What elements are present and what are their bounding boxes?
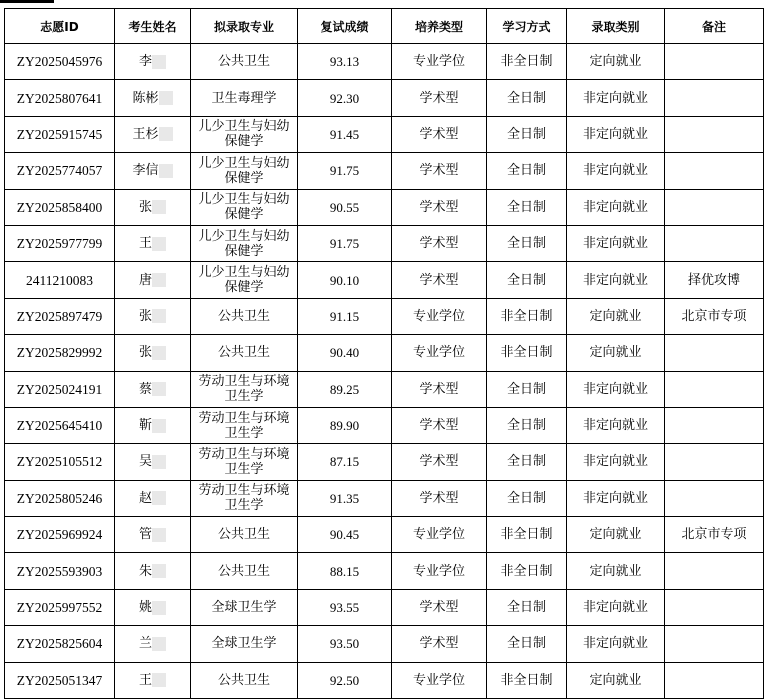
cell-admission-category: 定向就业 <box>567 44 665 80</box>
cell-retest-score: 90.40 <box>298 335 392 371</box>
cell-retest-score: 91.15 <box>298 298 392 334</box>
cell-major: 公共卫生 <box>191 517 298 553</box>
cell-remarks: 择优攻博 <box>665 262 764 298</box>
cell-admission-category: 非定向就业 <box>567 80 665 116</box>
cell-major: 劳动卫生与环境卫生学 <box>191 407 298 443</box>
cell-admission-category: 非定向就业 <box>567 225 665 261</box>
candidate-name-text: 王杉 <box>132 126 159 142</box>
candidate-name-text: 蔡 <box>138 381 152 397</box>
name-redaction-mask <box>152 491 166 505</box>
header-cell-score: 复试成绩 <box>298 9 392 44</box>
cell-retest-score: 90.10 <box>298 262 392 298</box>
cell-study-mode: 全日制 <box>487 480 567 516</box>
cell-admission-category: 非定向就业 <box>567 153 665 189</box>
cell-training-type: 学术型 <box>392 407 487 443</box>
cell-admission-category: 非定向就业 <box>567 589 665 625</box>
cell-remarks <box>665 189 764 225</box>
cell-applicant-id: ZY2025825604 <box>5 626 115 662</box>
cell-applicant-id: ZY2025051347 <box>5 662 115 698</box>
name-redaction-mask <box>152 601 166 615</box>
cell-candidate-name <box>115 662 191 698</box>
cell-training-type: 学术型 <box>392 589 487 625</box>
cell-training-type: 学术型 <box>392 262 487 298</box>
cell-retest-score: 93.13 <box>298 44 392 80</box>
cell-retest-score: 89.90 <box>298 407 392 443</box>
candidate-name-text: 王 <box>138 236 152 252</box>
cell-candidate-name <box>115 262 191 298</box>
header-cell-id: 志愿ID <box>5 9 115 44</box>
candidate-name-text: 姚 <box>138 600 152 616</box>
header-cell-remarks: 备注 <box>665 9 764 44</box>
cell-retest-score: 90.45 <box>298 517 392 553</box>
cell-candidate-name <box>115 298 191 334</box>
table-row <box>5 44 764 80</box>
cell-remarks <box>665 553 764 589</box>
cell-major: 劳动卫生与环境卫生学 <box>191 444 298 480</box>
cell-remarks <box>665 44 764 80</box>
cell-admission-category: 定向就业 <box>567 553 665 589</box>
cell-training-type: 学术型 <box>392 116 487 152</box>
cell-study-mode: 全日制 <box>487 189 567 225</box>
cell-training-type: 学术型 <box>392 444 487 480</box>
cell-study-mode: 全日制 <box>487 589 567 625</box>
name-redaction-mask <box>152 382 166 396</box>
cell-candidate-name <box>115 44 191 80</box>
table-row <box>5 116 764 152</box>
candidate-name-text: 管 <box>138 527 152 543</box>
cell-retest-score: 91.35 <box>298 480 392 516</box>
table-row <box>5 407 764 443</box>
cell-remarks <box>665 80 764 116</box>
cell-admission-category: 非定向就业 <box>567 189 665 225</box>
cell-candidate-name <box>115 371 191 407</box>
candidate-name-text: 兰 <box>138 636 152 652</box>
cell-training-type: 专业学位 <box>392 553 487 589</box>
cell-retest-score: 88.15 <box>298 553 392 589</box>
cell-retest-score: 92.50 <box>298 662 392 698</box>
name-redaction-mask <box>152 637 166 651</box>
cell-remarks: 北京市专项 <box>665 517 764 553</box>
cell-remarks <box>665 662 764 698</box>
cell-candidate-name <box>115 407 191 443</box>
table-row <box>5 262 764 298</box>
cell-candidate-name <box>115 189 191 225</box>
name-redaction-mask <box>152 309 166 323</box>
cell-retest-score: 92.30 <box>298 80 392 116</box>
cell-admission-category: 非定向就业 <box>567 262 665 298</box>
cell-major: 卫生毒理学 <box>191 80 298 116</box>
table-row <box>5 80 764 116</box>
candidate-name-text: 朱 <box>138 563 152 579</box>
cell-remarks <box>665 444 764 480</box>
table-row <box>5 589 764 625</box>
header-cell-major: 拟录取专业 <box>191 9 298 44</box>
cell-training-type: 学术型 <box>392 225 487 261</box>
cell-candidate-name <box>115 116 191 152</box>
cell-training-type: 学术型 <box>392 153 487 189</box>
cell-applicant-id: ZY2025645410 <box>5 407 115 443</box>
name-redaction-mask <box>152 237 166 251</box>
table-row <box>5 517 764 553</box>
name-redaction-mask <box>159 91 173 105</box>
cell-admission-category: 定向就业 <box>567 662 665 698</box>
cell-admission-category: 定向就业 <box>567 298 665 334</box>
cell-study-mode: 全日制 <box>487 371 567 407</box>
cell-training-type: 专业学位 <box>392 335 487 371</box>
header-cell-training-type: 培养类型 <box>392 9 487 44</box>
name-redaction-mask <box>159 164 173 178</box>
table-row <box>5 371 764 407</box>
cell-training-type: 专业学位 <box>392 298 487 334</box>
cell-applicant-id: ZY2025997552 <box>5 589 115 625</box>
cell-study-mode: 非全日制 <box>487 517 567 553</box>
cell-applicant-id: ZY2025593903 <box>5 553 115 589</box>
table-row <box>5 225 764 261</box>
header-cell-study-mode: 学习方式 <box>487 9 567 44</box>
header-cell-admission-category: 录取类别 <box>567 9 665 44</box>
name-redaction-mask <box>152 346 166 360</box>
cell-major: 公共卫生 <box>191 335 298 371</box>
cell-retest-score: 91.45 <box>298 116 392 152</box>
cell-study-mode: 全日制 <box>487 626 567 662</box>
cell-major: 公共卫生 <box>191 44 298 80</box>
cell-admission-category: 非定向就业 <box>567 116 665 152</box>
cell-applicant-id: ZY2025858400 <box>5 189 115 225</box>
cell-major: 公共卫生 <box>191 662 298 698</box>
name-redaction-mask <box>152 564 166 578</box>
cell-applicant-id: ZY2025807641 <box>5 80 115 116</box>
cell-study-mode: 非全日制 <box>487 44 567 80</box>
name-redaction-mask <box>152 528 166 542</box>
cell-admission-category: 非定向就业 <box>567 371 665 407</box>
cell-retest-score: 87.15 <box>298 444 392 480</box>
cell-remarks <box>665 371 764 407</box>
cell-training-type: 学术型 <box>392 80 487 116</box>
name-redaction-mask <box>152 673 166 687</box>
candidate-name-text: 唐 <box>138 272 152 288</box>
cell-study-mode: 全日制 <box>487 444 567 480</box>
cell-candidate-name <box>115 517 191 553</box>
cell-study-mode: 全日制 <box>487 80 567 116</box>
cell-training-type: 学术型 <box>392 626 487 662</box>
name-redaction-mask <box>152 455 166 469</box>
table-row <box>5 335 764 371</box>
table-row <box>5 444 764 480</box>
cell-study-mode: 全日制 <box>487 153 567 189</box>
cell-admission-category: 定向就业 <box>567 517 665 553</box>
cell-study-mode: 非全日制 <box>487 662 567 698</box>
table-row <box>5 298 764 334</box>
cell-admission-category: 非定向就业 <box>567 407 665 443</box>
cell-applicant-id: ZY2025829992 <box>5 335 115 371</box>
cell-study-mode: 全日制 <box>487 262 567 298</box>
cell-retest-score: 93.55 <box>298 589 392 625</box>
candidate-name-text: 张 <box>138 199 152 215</box>
cell-study-mode: 非全日制 <box>487 335 567 371</box>
name-redaction-mask <box>152 200 166 214</box>
cell-major: 公共卫生 <box>191 298 298 334</box>
cell-retest-score: 91.75 <box>298 153 392 189</box>
cell-admission-category: 定向就业 <box>567 335 665 371</box>
sheet-tab-marker <box>0 0 54 3</box>
cell-retest-score: 91.75 <box>298 225 392 261</box>
cell-applicant-id: ZY2025024191 <box>5 371 115 407</box>
cell-study-mode: 非全日制 <box>487 553 567 589</box>
name-redaction-mask <box>159 127 173 141</box>
cell-study-mode: 全日制 <box>487 225 567 261</box>
cell-remarks <box>665 480 764 516</box>
cell-study-mode: 全日制 <box>487 116 567 152</box>
cell-major: 全球卫生学 <box>191 589 298 625</box>
cell-training-type: 学术型 <box>392 480 487 516</box>
cell-remarks <box>665 589 764 625</box>
candidate-name-text: 赵 <box>138 490 152 506</box>
candidate-name-text: 陈彬 <box>132 90 159 106</box>
cell-training-type: 专业学位 <box>392 662 487 698</box>
cell-admission-category: 非定向就业 <box>567 626 665 662</box>
cell-major: 劳动卫生与环境卫生学 <box>191 480 298 516</box>
table-row <box>5 553 764 589</box>
candidate-name-text: 李 <box>138 54 152 70</box>
cell-candidate-name <box>115 444 191 480</box>
table-row <box>5 153 764 189</box>
cell-applicant-id: ZY2025969924 <box>5 517 115 553</box>
cell-major: 全球卫生学 <box>191 626 298 662</box>
cell-candidate-name <box>115 553 191 589</box>
cell-major: 儿少卫生与妇幼保健学 <box>191 153 298 189</box>
name-redaction-mask <box>152 419 166 433</box>
cell-study-mode: 全日制 <box>487 407 567 443</box>
cell-candidate-name <box>115 80 191 116</box>
cell-candidate-name <box>115 480 191 516</box>
cell-retest-score: 89.25 <box>298 371 392 407</box>
cell-remarks <box>665 407 764 443</box>
cell-major: 公共卫生 <box>191 553 298 589</box>
cell-major: 儿少卫生与妇幼保健学 <box>191 189 298 225</box>
cell-major: 儿少卫生与妇幼保健学 <box>191 225 298 261</box>
candidate-name-text: 吴 <box>138 454 152 470</box>
admission-table-container <box>4 8 764 699</box>
cell-training-type: 学术型 <box>392 189 487 225</box>
cell-remarks <box>665 153 764 189</box>
cell-training-type: 专业学位 <box>392 517 487 553</box>
cell-remarks <box>665 225 764 261</box>
candidate-name-text: 张 <box>138 308 152 324</box>
cell-training-type: 专业学位 <box>392 44 487 80</box>
cell-candidate-name <box>115 589 191 625</box>
cell-remarks <box>665 335 764 371</box>
candidate-name-text: 靳 <box>138 418 152 434</box>
cell-applicant-id: ZY2025105512 <box>5 444 115 480</box>
cell-admission-category: 非定向就业 <box>567 444 665 480</box>
table-row <box>5 189 764 225</box>
cell-applicant-id: ZY2025045976 <box>5 44 115 80</box>
cell-candidate-name <box>115 335 191 371</box>
cell-retest-score: 90.55 <box>298 189 392 225</box>
cell-applicant-id: ZY2025805246 <box>5 480 115 516</box>
table-row <box>5 626 764 662</box>
admission-table <box>4 8 764 699</box>
cell-remarks <box>665 626 764 662</box>
header-row <box>5 9 764 44</box>
cell-remarks: 北京市专项 <box>665 298 764 334</box>
table-row <box>5 480 764 516</box>
cell-study-mode: 非全日制 <box>487 298 567 334</box>
candidate-name-text: 李信 <box>132 163 159 179</box>
cell-applicant-id: ZY2025915745 <box>5 116 115 152</box>
cell-remarks <box>665 116 764 152</box>
cell-applicant-id: ZY2025774057 <box>5 153 115 189</box>
cell-applicant-id: 2411210083 <box>5 262 115 298</box>
name-redaction-mask <box>152 55 166 69</box>
candidate-name-text: 王 <box>138 672 152 688</box>
cell-admission-category: 非定向就业 <box>567 480 665 516</box>
cell-candidate-name <box>115 225 191 261</box>
name-redaction-mask <box>152 273 166 287</box>
cell-major: 劳动卫生与环境卫生学 <box>191 371 298 407</box>
header-cell-name: 考生姓名 <box>115 9 191 44</box>
cell-training-type: 学术型 <box>392 371 487 407</box>
cell-candidate-name <box>115 153 191 189</box>
cell-retest-score: 93.50 <box>298 626 392 662</box>
cell-applicant-id: ZY2025897479 <box>5 298 115 334</box>
cell-major: 儿少卫生与妇幼保健学 <box>191 116 298 152</box>
table-body <box>5 44 764 699</box>
candidate-name-text: 张 <box>138 345 152 361</box>
cell-candidate-name <box>115 626 191 662</box>
table-row <box>5 662 764 698</box>
cell-applicant-id: ZY2025977799 <box>5 225 115 261</box>
cell-major: 儿少卫生与妇幼保健学 <box>191 262 298 298</box>
